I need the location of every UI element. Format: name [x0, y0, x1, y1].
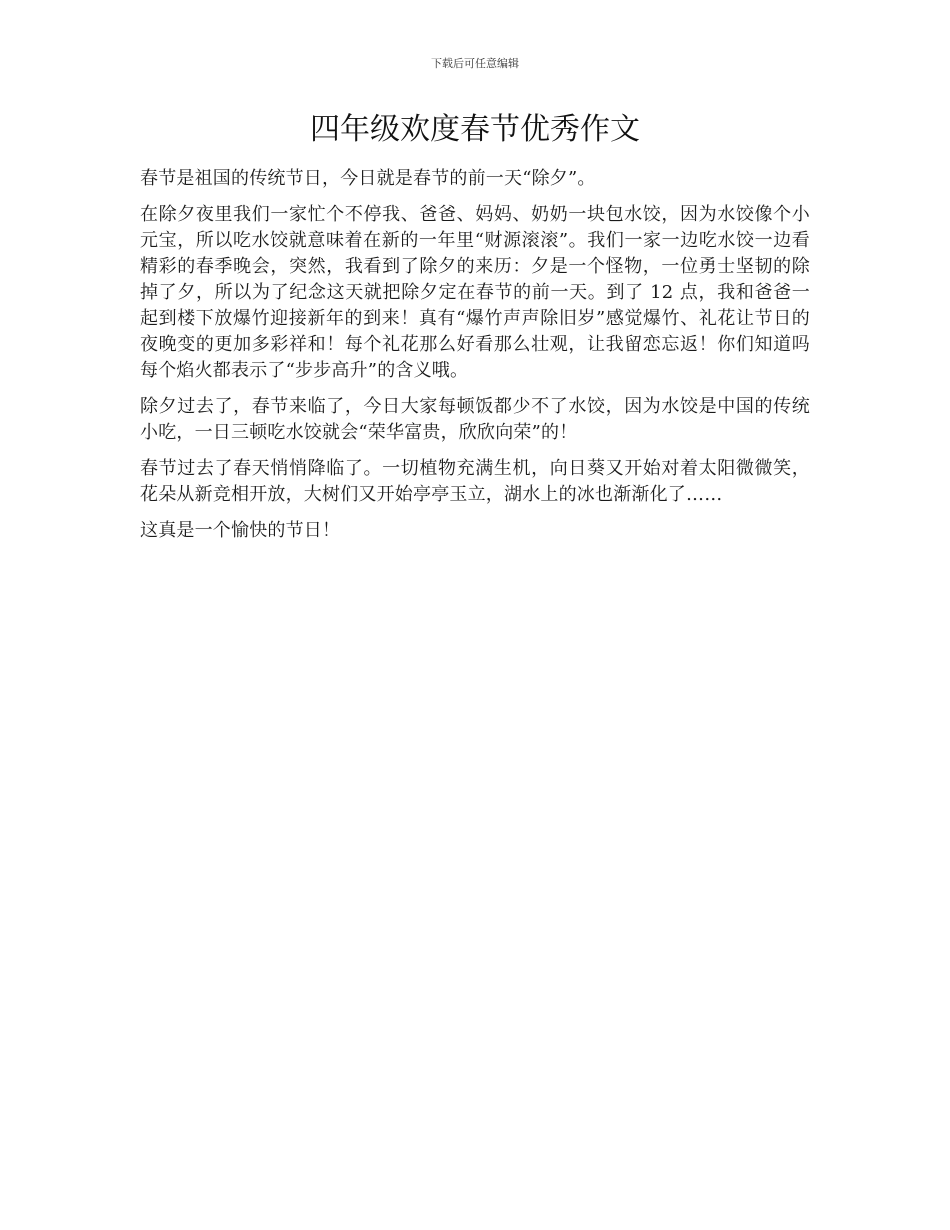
- paragraph: 春节过去了春天悄悄降临了。一切植物充满生机，向日葵又开始对着太阳微微笑，花朵从新竞相开放，大树们又开始亭亭玉立，湖水上的冰也渐渐化了……: [140, 458, 810, 505]
- paragraph: 这真是一个愉快的节日！: [140, 520, 341, 541]
- header-note: 下载后可任意编辑: [431, 57, 519, 70]
- document-title: 四年级欢度春节优秀作文: [310, 112, 640, 147]
- paragraph: 除夕过去了，春节来临了，今日大家每顿饭都少不了水饺，因为水饺是中国的传统小吃，一日三顿吃水饺就会“荣华富贵，欣欣向荣”的！: [140, 396, 810, 443]
- document-body: [140, 166, 810, 554]
- paragraph: 春节是祖国的传统节日，今日就是春节的前一天“除夕”。: [140, 168, 596, 189]
- paragraph: 在除夕夜里我们一家忙个不停我、爸爸、妈妈、奶奶一块包水饺，因为水饺像个小元宝，所以吃水饺就意味着在新的一年里“财源滚滚”。我们一家一边吃水饺一边看精彩的春季晚会，突然，我看到了除夕的来历：夕是一个怪物，一位勇士坚韧的除掉了夕，所以为了纪念这天就把除夕定在春节的前一天。到了 12 点，我和爸爸一起到楼下放爆竹迎接新年的到来！真有“爆竹声声除旧岁”感觉爆竹、礼花让节日的夜晚变的更加多彩祥和！每个礼花那么好看那么壮观，让我留恋忘返！你们知道吗每个焰火都表示了“步步高升”的含义哦。: [140, 204, 810, 381]
